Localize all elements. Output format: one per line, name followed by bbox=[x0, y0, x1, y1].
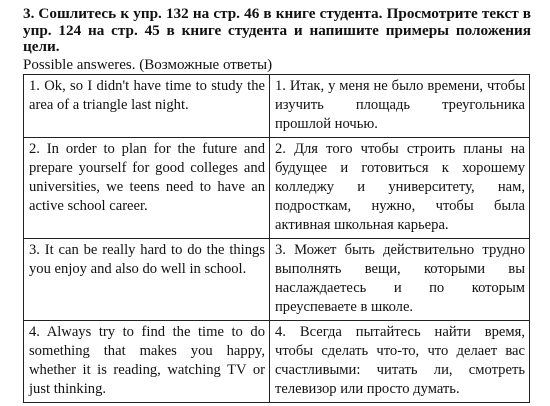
russian-answer-cell: 1. Итак, у меня не было времени, чтобы изучить площадь треугольника прошлой ночью. bbox=[270, 74, 530, 137]
table-row bbox=[24, 320, 530, 402]
english-answer-cell: 3. It can be really hard to do the things you enjoy and also do well in school. bbox=[24, 238, 270, 320]
table-row bbox=[24, 74, 530, 137]
answers-table bbox=[23, 74, 530, 403]
english-answer-cell: 1. Ok, so I didn't have time to study the area of a triangle last night. bbox=[24, 74, 270, 137]
task-text: Сошлитесь к упр. 132 на стр. 46 в книге студента. Просмотрите текст в упр. 124 на стр. 45 в книге студента и напишите примеры положения цели. bbox=[23, 5, 531, 55]
answers-subtitle: Possible answeres. (Возможные ответы) bbox=[23, 56, 273, 73]
task-instruction bbox=[23, 6, 531, 56]
exercise-page bbox=[23, 6, 531, 403]
table-row bbox=[24, 238, 530, 320]
english-answer-cell: 2. In order to plan for the future and prepare yourself for good colleges and universities, we teens need to have an active school career. bbox=[24, 137, 270, 238]
task-number: 3. bbox=[23, 5, 35, 22]
english-answer-cell: 4. Always try to find the time to do something that makes you happy, whether it is reading, watching TV or just thinking. bbox=[24, 320, 270, 402]
russian-answer-cell: 2. Для того чтобы строить планы на будущее и готовиться к хорошему колледжу и университету, нам, подросткам, нужно, чтобы была активная школьная карьера. bbox=[270, 137, 530, 238]
russian-answer-cell: 4. Всегда пытайтесь найти время, чтобы сделать что-то, что делает вас счастливыми: читать ли, смотреть телевизор или просто думать. bbox=[270, 320, 530, 402]
table-row bbox=[24, 137, 530, 238]
russian-answer-cell: 3. Может быть действительно трудно выполнять вещи, которыми вы наслаждаетесь и по которым преуспеваете в школе. bbox=[270, 238, 530, 320]
